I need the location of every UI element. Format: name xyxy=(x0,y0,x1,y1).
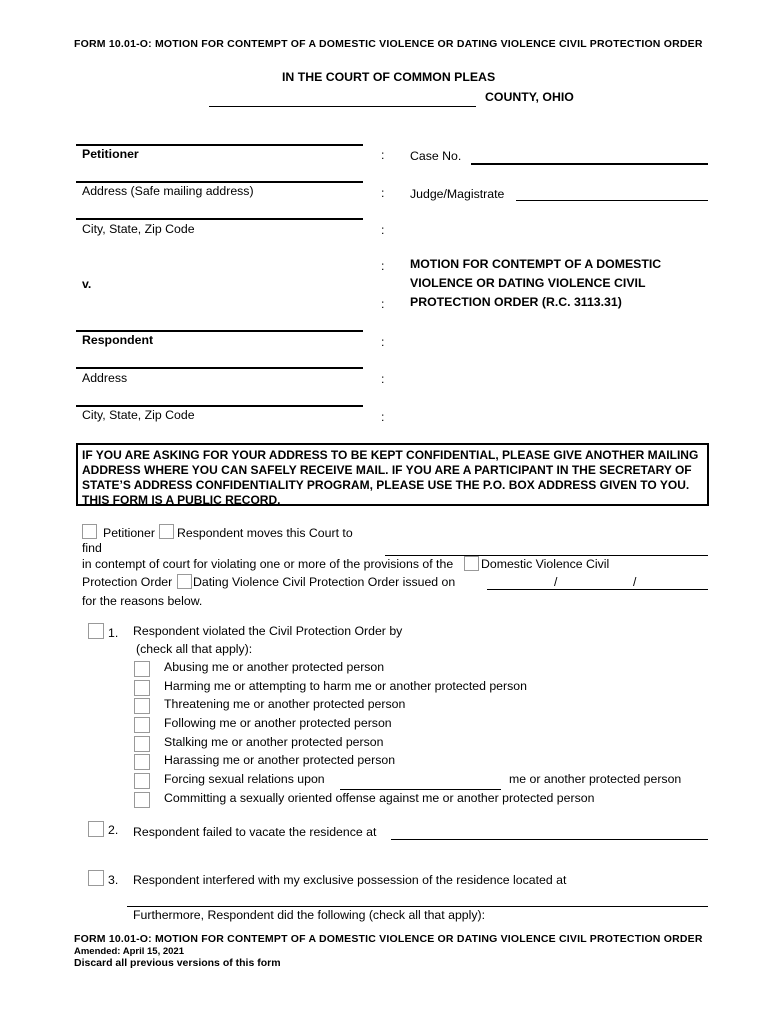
date-slash: / xyxy=(633,575,637,589)
judge-field[interactable] xyxy=(516,200,708,201)
option-checkbox[interactable] xyxy=(134,680,150,696)
petitioner-address-label: Address (Safe mailing address) xyxy=(82,184,254,198)
petitioner-label: Petitioner xyxy=(82,147,139,161)
caption-colon: : xyxy=(381,335,385,349)
form-header-title: FORM 10.01-O: MOTION FOR CONTEMPT OF A DOMESTIC VIOLENCE OR DATING VIOLENCE CIVIL PROTECTION ORDER xyxy=(74,38,703,50)
domestic-violence-label: Domestic Violence Civil xyxy=(481,557,610,571)
option-checkbox[interactable] xyxy=(134,792,150,808)
footer-amended: Amended: April 15, 2021 xyxy=(74,946,184,957)
option-label: Following me or another protected person xyxy=(164,716,392,730)
caption-colon: : xyxy=(381,148,385,162)
item-3-checkbox[interactable] xyxy=(88,870,104,886)
item-3-text: Respondent interfered with my exclusive possession of the residence located at xyxy=(133,873,567,887)
item-3-number: 3. xyxy=(108,873,119,887)
respondent-line[interactable] xyxy=(76,330,363,332)
case-no-label: Case No. xyxy=(410,149,462,163)
caption-colon: : xyxy=(381,297,385,311)
motion-find-label: find xyxy=(82,541,102,555)
forcing-suffix-label: me or another protected person xyxy=(509,772,682,786)
option-label: Forcing sexual relations upon xyxy=(164,772,325,786)
order-date-field[interactable] xyxy=(487,589,708,590)
reasons-label: for the reasons below. xyxy=(82,594,203,608)
option-checkbox[interactable] xyxy=(134,773,150,789)
county-label: COUNTY, OHIO xyxy=(485,90,574,104)
dating-violence-checkbox[interactable] xyxy=(177,574,192,589)
option-label: Committing a sexually oriented offense against me or another protected person xyxy=(164,791,595,805)
motion-violating-text: in contempt of court for violating one or more of the provisions of the xyxy=(82,557,454,571)
respondent-city-label: City, State, Zip Code xyxy=(82,408,195,422)
respondent-address-line[interactable] xyxy=(76,367,363,369)
caption-colon: : xyxy=(381,410,385,424)
option-label: Abusing me or another protected person xyxy=(164,660,385,674)
respondent-city-line[interactable] xyxy=(76,405,363,407)
option-label: Harassing me or another protected person xyxy=(164,753,396,767)
petitioner-address-line[interactable] xyxy=(76,181,363,183)
respondent-address-label: Address xyxy=(82,371,128,385)
residence-address-field[interactable] xyxy=(391,839,708,840)
court-name: IN THE COURT OF COMMON PLEAS xyxy=(282,70,496,84)
forcing-name-field[interactable] xyxy=(340,789,501,790)
protection-order-label: Protection Order xyxy=(82,575,173,589)
motion-petitioner-label: Petitioner xyxy=(103,526,155,540)
option-checkbox[interactable] xyxy=(134,661,150,677)
respondent-checkbox[interactable] xyxy=(159,524,174,539)
residence-location-field[interactable] xyxy=(127,906,708,907)
versus-label: v. xyxy=(82,277,92,291)
footer-discard: Discard all previous versions of this form xyxy=(74,957,281,969)
item-1-checkbox[interactable] xyxy=(88,623,104,639)
item-2-text: Respondent failed to vacate the residence at xyxy=(133,825,377,839)
item-2-number: 2. xyxy=(108,823,119,837)
item-1-subtext: (check all that apply): xyxy=(136,642,253,656)
county-blank-line[interactable] xyxy=(209,106,476,107)
petitioner-line[interactable] xyxy=(76,144,363,146)
item-1-text: Respondent violated the Civil Protection Order by xyxy=(133,624,403,638)
option-label: Stalking me or another protected person xyxy=(164,735,384,749)
petitioner-city-label: City, State, Zip Code xyxy=(82,222,195,236)
caption-colon: : xyxy=(381,223,385,237)
option-label: Harming me or attempting to harm me or another protected person xyxy=(164,679,527,693)
option-checkbox[interactable] xyxy=(134,736,150,752)
contempt-party-field[interactable] xyxy=(385,555,708,556)
respondent-label: Respondent xyxy=(82,333,154,347)
motion-title-line-1: MOTION FOR CONTEMPT OF A DOMESTIC xyxy=(410,257,662,271)
petitioner-city-line[interactable] xyxy=(76,218,363,220)
judge-label: Judge/Magistrate xyxy=(410,187,505,201)
item-2-checkbox[interactable] xyxy=(88,821,104,837)
date-slash: / xyxy=(554,575,558,589)
petitioner-checkbox[interactable] xyxy=(82,524,97,539)
motion-title-line-2: VIOLENCE OR DATING VIOLENCE CIVIL xyxy=(410,276,646,290)
footer-title: FORM 10.01-O: MOTION FOR CONTEMPT OF A DOMESTIC VIOLENCE OR DATING VIOLENCE CIVIL PROTECTION ORDER xyxy=(74,933,703,945)
caption-colon: : xyxy=(381,259,385,273)
option-checkbox[interactable] xyxy=(134,754,150,770)
domestic-violence-checkbox[interactable] xyxy=(464,556,479,571)
motion-respondent-label: Respondent moves this Court to xyxy=(177,526,353,540)
option-checkbox[interactable] xyxy=(134,698,150,714)
caption-colon: : xyxy=(381,186,385,200)
dating-violence-label: Dating Violence Civil Protection Order issued on xyxy=(193,575,456,589)
option-label: Threatening me or another protected person xyxy=(164,697,406,711)
confidential-notice: IF YOU ARE ASKING FOR YOUR ADDRESS TO BE KEPT CONFIDENTIAL, PLEASE GIVE ANOTHER MAILING ADDRESS WHERE YOU CAN SAFELY RECEIVE MAIL. IF YOU ARE A PARTICIPANT IN THE SECRETARY OF STATE’S ADDRESS CONFIDENTIALITY PROGRAM, PLEASE USE THE P.O. BOX ADDRESS GIVEN TO YOU. THIS FORM IS A PUBLIC RECORD. xyxy=(76,443,709,506)
caption-colon: : xyxy=(381,372,385,386)
item-1-number: 1. xyxy=(108,626,119,640)
case-no-field[interactable] xyxy=(471,163,708,165)
option-checkbox[interactable] xyxy=(134,717,150,733)
furthermore-text: Furthermore, Respondent did the following (check all that apply): xyxy=(133,908,486,922)
motion-title-line-3: PROTECTION ORDER (R.C. 3113.31) xyxy=(410,295,622,309)
